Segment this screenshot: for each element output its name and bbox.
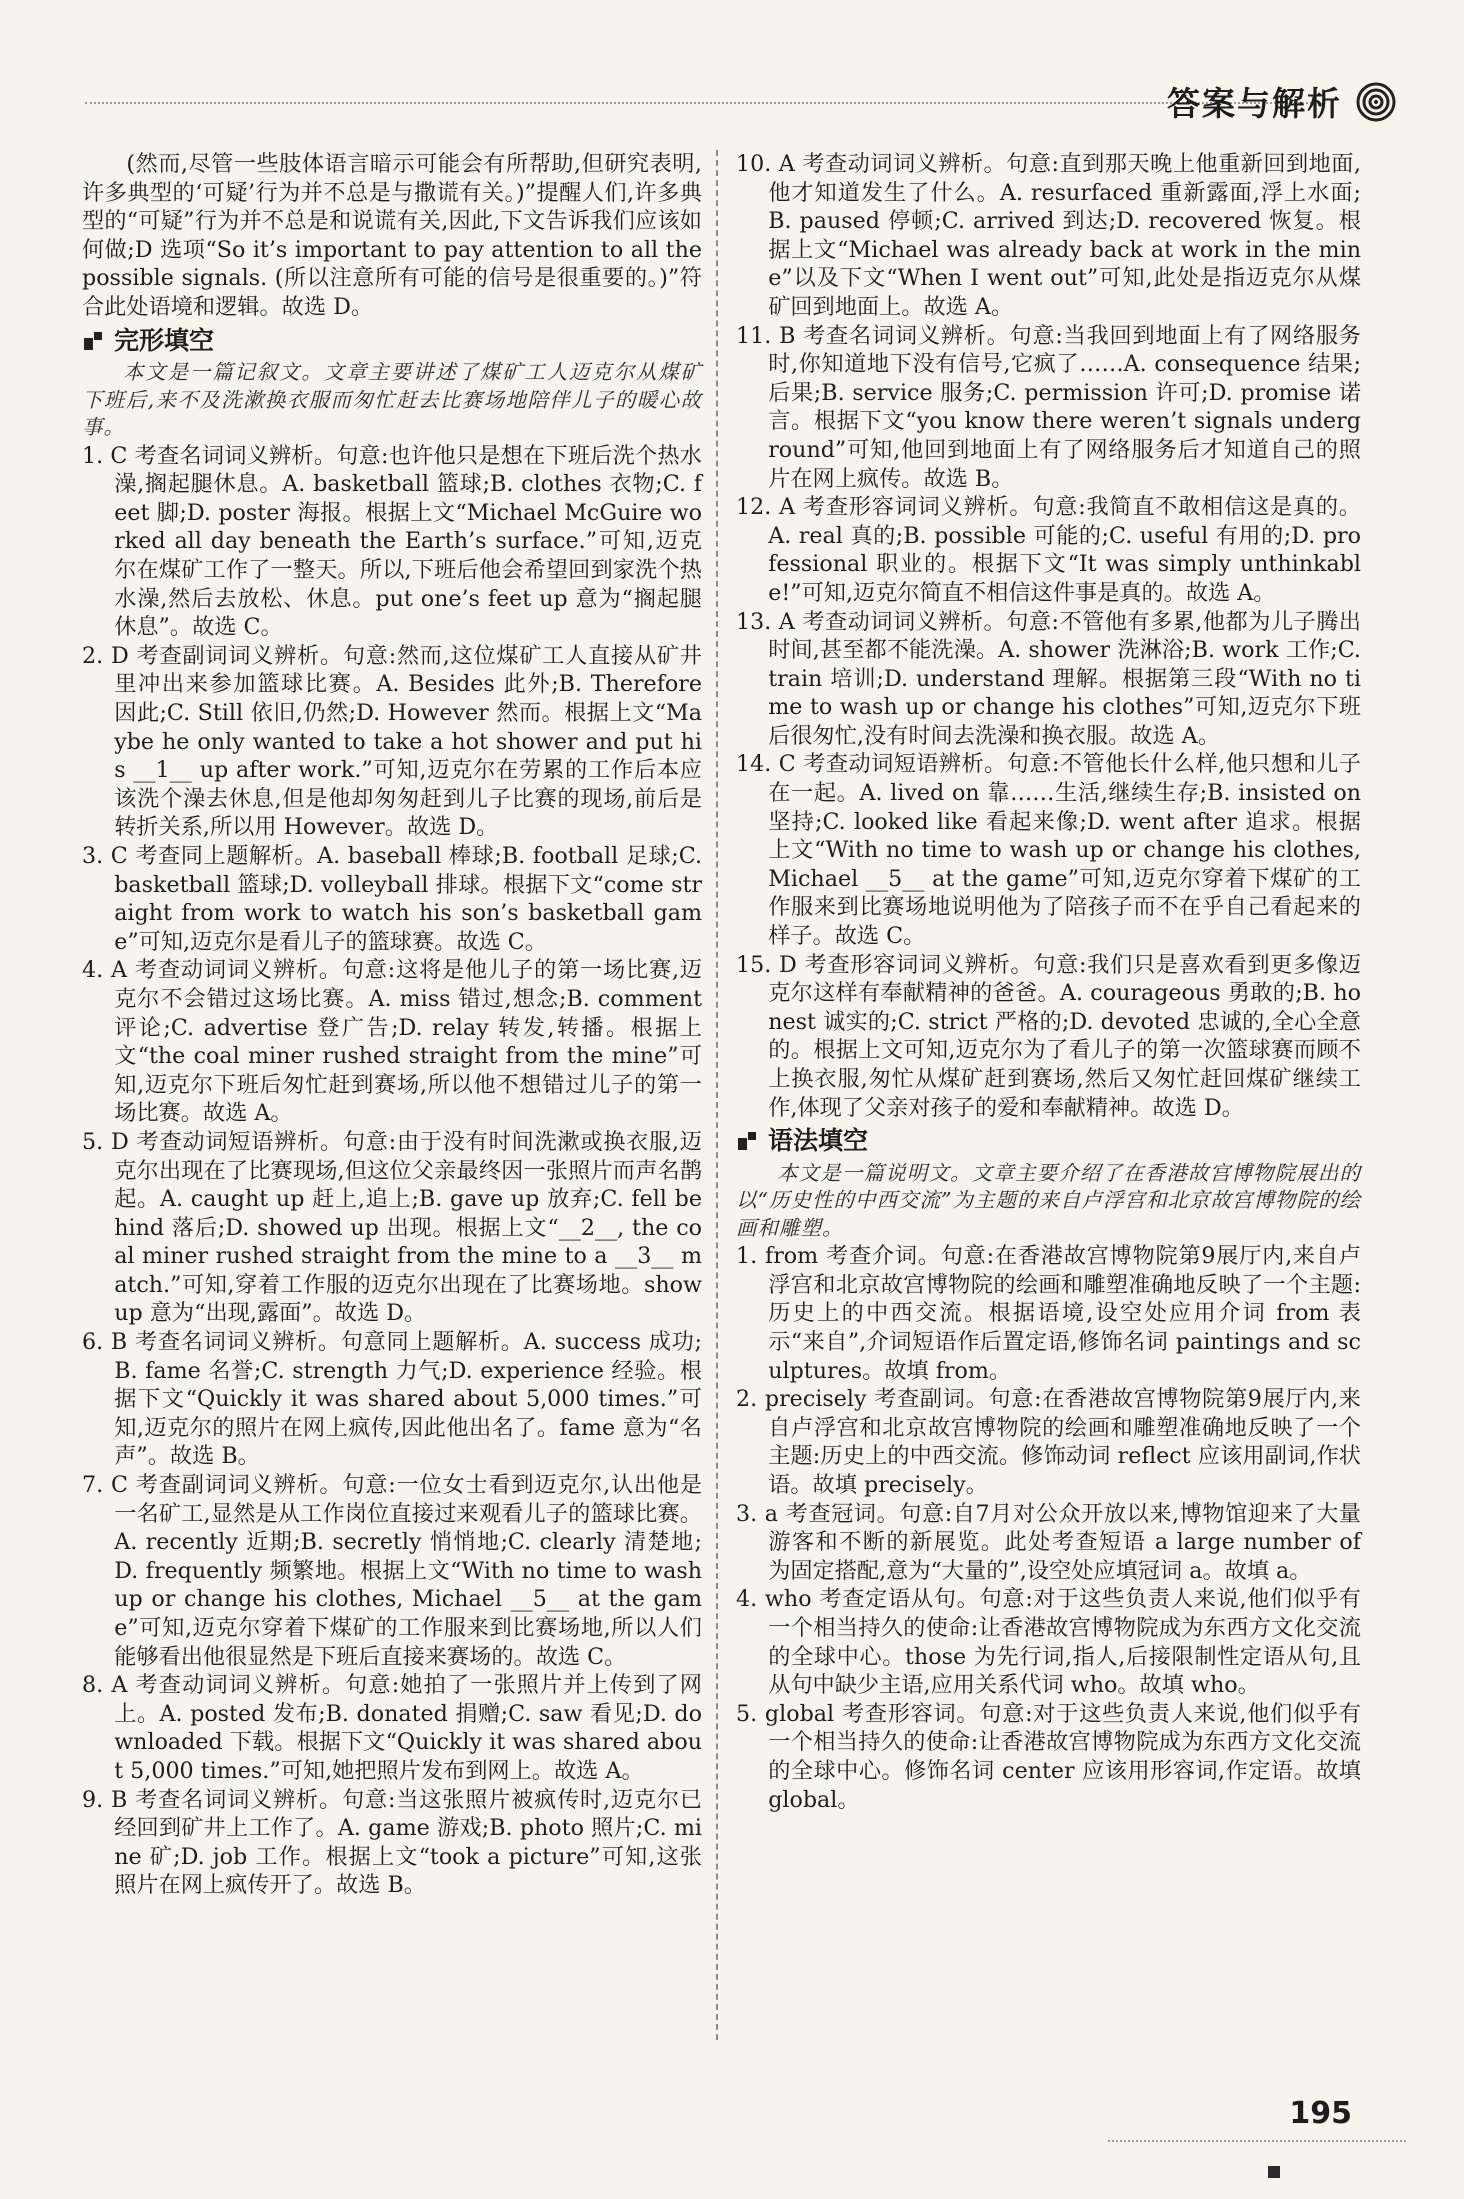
answer-item: 7. C 考查副词词义辨析。句意:一位女士看到迈克尔,认出他是一名矿工,显然是从工作岗位直接过来观看儿子的篮球比赛。A. recently 近期;B. secretly 悄悄地;C. clearly 清楚地;D. frequently 频繁地。根据上文“With no time to wash up or change his clothes, Michael __5__ at the game”可知,迈克尔穿着下煤矿的工作服来到比赛场地,所以人们能够看出他很显然是下班后直接来赛场的。故选 C。	[82, 1472, 702, 1670]
answer-item: 13. A 考查动词词义辨析。句意:不管他有多累,他都为儿子腾出时间,甚至都不能洗澡。A. shower 洗淋浴;B. work 工作;C. train 培训;D. understand 理解。根据第三段“With no time to wash up or change his clothes”可知,迈克尔下班后很匆忙,没有时间去洗澡和换衣服。故选 A。	[736, 608, 1361, 749]
page-number: 195	[1289, 2096, 1352, 2131]
answer-item: 15. D 考查形容词词义辨析。句意:我们只是喜欢看到更多像迈克尔这样有奉献精神的爸爸。A. courageous 勇敢的;B. honest 诚实的;C. strict 严格的;D. devoted 忠诚的,全心全意的。根据上文可知,迈克尔为了看儿子的第一次篮球赛而顾不上换衣服,匆忙从煤矿赶到赛场,然后又匆忙赶回煤矿继续工作,体现了父亲对孩子的爱和奉献精神。故选 D。	[736, 951, 1361, 1121]
section-header-cloze	[82, 327, 702, 356]
answer-item: 3. a 考查冠词。句意:自7月对公众开放以来,博物馆迎来了大量游客和不断的新展览。此处考查短语 a large number of 为固定搭配,意为“大量的”,设空处应填冠词 a。故填 a。	[736, 1500, 1361, 1584]
section-marker-icon	[736, 1130, 758, 1152]
answer-item: 2. D 考查副词词义辨析。句意:然而,这位煤矿工人直接从矿井里冲出来参加篮球比赛。A. Besides 此外;B. Therefore 因此;C. Still 依旧,仍然;D. However 然而。根据上文“Maybe he only wanted to take a hot shower and put his __1__ up after work.”可知,迈克尔在劳累的工作后本应该洗个澡去休息,但是他却匆匆赶到儿子比赛的现场,前后是转折关系,所以用 However。故选 D。	[82, 642, 702, 841]
answer-item: 11. B 考查名词词义辨析。句意:当我回到地面上有了网络服务时,你知道地下没有信号,它疯了……A. consequence 结果;后果;B. service 服务;C. permission 许可;D. promise 诺言。根据下文“you know there weren’t signals underground”可知,他回到地面上有了网络服务后才知道自己的照片在网上疯传。故选 B。	[736, 322, 1361, 492]
continued-paragraph: (然而,尽管一些肢体语言暗示可能会有所帮助,但研究表明,许多典型的‘可疑’行为并不总是与撒谎有关。)”提醒人们,许多典型的“可疑”行为并不总是和说谎有关,因此,下文告诉我们应该如何做;D 选项“So it’s important to pay attention to all the possible signals. (所以注意所有可能的信号是很重要的。)”符合此处语境和逻辑。故选 D。	[82, 151, 702, 320]
section-marker-icon	[82, 330, 104, 352]
footer-square-icon	[1268, 2166, 1280, 2178]
header-rule	[85, 102, 1324, 104]
answer-item: 5. D 考查动词短语辨析。句意:由于没有时间洗漱或换衣服,迈克尔出现在了比赛现场,但这位父亲最终因一张照片而声名鹊起。A. caught up 赶上,追上;B. gave up 放弃;C. fell behind 落后;D. showed up 出现。根据上文“__2__, the coal miner rushed straight from the mine to a __3__ match.”可知,穿着工作服的迈克尔出现在了比赛场地。show up 意为“出现,露面”。故选 D。	[82, 1128, 702, 1327]
answer-item: 3. C 考查同上题解析。A. baseball 棒球;B. football 足球;C. basketball 篮球;D. volleyball 排球。根据下文“come straight from work to watch his son’s basketball game”可知,迈克尔是看儿子的篮球赛。故选 C。	[82, 842, 702, 955]
section-intro: 本文是一篇说明文。文章主要介绍了在香港故宫博物院展出的以“历史性的中西交流”为主题的来自卢浮宫和北京故宫博物院的绘画和雕塑。	[736, 1160, 1361, 1240]
answer-item: 12. A 考查形容词词义辨析。句意:我简直不敢相信这是真的。A. real 真的;B. possible 可能的;C. useful 有用的;D. professional 职业的。根据下文“It was simply unthinkable!”可知,迈克尔简直不相信这件事是真的。故选 A。	[736, 494, 1361, 606]
answer-item: 6. B 考查名词词义辨析。句意同上题解析。A. success 成功;B. fame 名誉;C. strength 力气;D. experience 经验。根据下文“Quickly it was shared about 5,000 times.”可知,迈克尔的照片在网上疯传,因此他出名了。fame 意为“名声”。故选 B。	[82, 1329, 702, 1470]
page-header	[1167, 78, 1396, 125]
left-column	[82, 150, 702, 1900]
answer-item: 10. A 考查动词词义辨析。句意:直到那天晚上他重新回到地面,他才知道发生了什么。A. resurfaced 重新露面,浮上水面;B. paused 停顿;C. arrived 到达;D. recovered 恢复。根据上文“Michael was already back at work in the mine”以及下文“When I went out”可知,此处是指迈克尔从煤矿回到地面上。故选 A。	[736, 151, 1361, 320]
answer-item: 4. who 考查定语从句。句意:对于这些负责人来说,他们似乎有一个相当持久的使命:让香港故宫博物院成为东西方文化交流的全球中心。those 为先行词,指人,后接限制性定语从句,且从句中缺少主语,应用关系代词 who。故填 who。	[736, 1586, 1361, 1699]
section-title: 语法填空	[768, 1126, 869, 1156]
answer-item: 8. A 考查动词词义辨析。句意:她拍了一张照片并上传到了网上。A. posted 发布;B. donated 捐赠;C. saw 看见;D. downloaded 下载。根据下文“Quickly it was shared about 5,000 times.”可知,她把照片发布到网上。故选 A。	[82, 1672, 702, 1784]
answer-item: 1. C 考查名词词义辨析。句意:也许他只是想在下班后洗个热水澡,搁起腿休息。A. basketball 篮球;B. clothes 衣物;C. feet 脚;D. poster 海报。根据上文“Michael McGuire worked all day beneath the Earth’s surface.”可知,迈克尔在煤矿工作了一整天。所以,下班后他会希望回到家洗个热水澡,然后去放松、休息。put one’s feet up 意为“搁起腿休息”。故选 C。	[82, 442, 702, 641]
answer-item: 14. C 考查动词短语辨析。句意:不管他长什么样,他只想和儿子在一起。A. lived on 靠……生活,继续生存;B. insisted on 坚持;C. looked like 看起来像;D. went after 追求。根据上文“With no time to wash up or change his clothes, Michael __5__ at the game”可知,迈克尔穿着下煤矿的工作服来到比赛场地说明他为了陪孩子而不在乎自己看起来的样子。故选 C。	[736, 751, 1361, 950]
section-title: 完形填空	[114, 325, 215, 355]
answer-item: 5. global 考查形容词。句意:对于这些负责人来说,他们似乎有一个相当持久的使命:让香港故宫博物院成为东西方文化交流的全球中心。修饰名词 center 应该用形容词,作定语。故填 global。	[736, 1700, 1361, 1813]
answer-item: 9. B 考查名词词义辨析。句意:当这张照片被疯传时,迈克尔已经回到矿井上工作了。A. game 游戏;B. photo 照片;C. mine 矿;D. job 工作。根据上文“took a picture”可知,这张照片在网上疯传开了。故选 B。	[82, 1786, 702, 1899]
target-icon	[1356, 82, 1396, 122]
right-column	[736, 150, 1361, 1814]
answer-item: 2. precisely 考查副词。句意:在香港故宫博物院第9展厅内,来自卢浮宫和北京故宫博物院的绘画和雕塑准确地反映了一个主题:历史上的中西交流。修饰动词 reflect 应该用副词,作状语。故填 precisely。	[736, 1386, 1361, 1499]
section-intro: 本文是一篇记叙文。文章主要讲述了煤矿工人迈克尔从煤矿下班后,来不及洗漱换衣服而匆忙赶去比赛场地陪伴儿子的暖心故事。	[82, 360, 702, 440]
section-header-grammar	[736, 1127, 1361, 1156]
answer-item: 1. from 考查介词。句意:在香港故宫博物院第9展厅内,来自卢浮宫和北京故宫博物院的绘画和雕塑准确地反映了一个主题:历史上的中西交流。根据语境,设空处应用介词 from 表示“来自”,介词短语作后置定语,修饰名词 paintings and sculptures。故填 from。	[736, 1243, 1361, 1384]
answer-item: 4. A 考查动词词义辨析。句意:这将是他儿子的第一场比赛,迈克尔不会错过这场比赛。A. miss 错过,想念;B. comment 评论;C. advertise 登广告;D. relay 转发,转播。根据上文“the coal miner rushed straight from the mine”可知,迈克尔下班后匆忙赶到赛场,所以他不想错过儿子的第一场比赛。故选 A。	[82, 957, 702, 1127]
footer-rule	[1108, 2140, 1406, 2142]
column-divider	[716, 150, 718, 2040]
header-title: 答案与解析	[1167, 84, 1342, 123]
